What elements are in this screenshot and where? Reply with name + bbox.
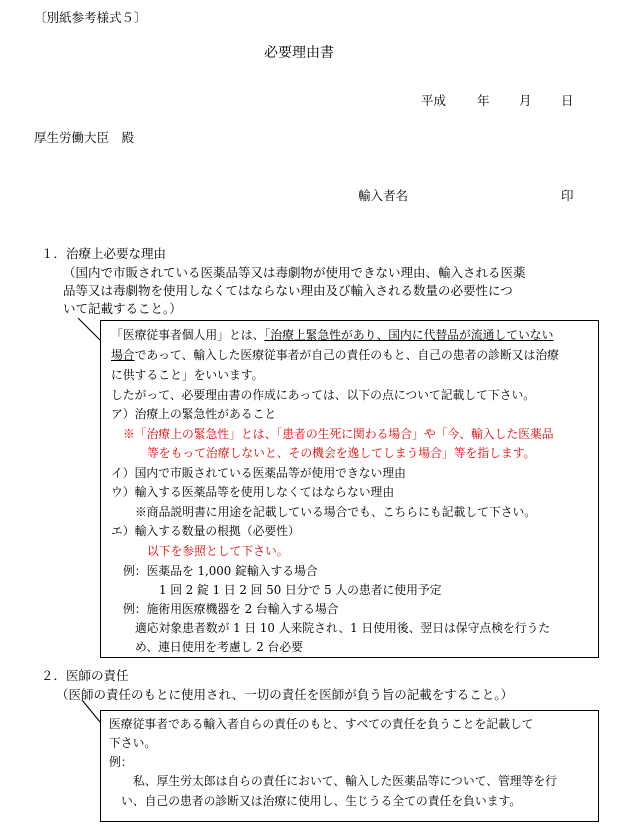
date-era: 平成 — [421, 93, 447, 108]
section1-guidance-box — [100, 320, 599, 658]
example-2-body-1: 適応対象患者数が 1 日 10 人来院され、1 日使用後、翌日は保守点検を行うた — [135, 621, 551, 635]
section2-guidance-box — [100, 710, 599, 822]
item-u-heading: ウ）輸入する医薬品等を使用しなくてはならない理由 — [111, 485, 395, 499]
section2-connector — [82, 700, 100, 722]
section2-instruction: （医師の責任のもとに使用され、一切の責任を医師が負う旨の記載をすること。） — [56, 687, 514, 702]
item-u-note: ※商品説明書に用途を記載している場合でも、こちらにも記載して下さい。 — [135, 505, 537, 519]
item-i-heading: イ）国内で市販されている医薬品等が使用できない理由 — [111, 466, 406, 480]
item-a-note-2: 等をもって治療しないと、その機会を逸してしまう場合」等を指します。 — [147, 446, 536, 460]
addressee: 厚生労働大臣 殿 — [34, 130, 135, 145]
form-label: 〔別紙参考様式５〕 — [34, 10, 147, 25]
section1-connector — [78, 318, 100, 340]
box1-line-1a: 「医療従事者個人用」とは、 — [111, 328, 265, 342]
box1-line-2 — [111, 347, 559, 363]
box2-example-label: 例： — [109, 755, 133, 769]
seal-label: 印 — [561, 188, 574, 203]
item-e-heading: エ）輸入する数量の根拠（必要性） — [111, 524, 300, 538]
example-1-title: 例：医薬品を 1,000 錠輸入する場合 — [123, 564, 318, 578]
box2-example-line-1: 私、厚生労太郎は自らの責任において、輸入した医薬品等について、管理等を行 — [133, 774, 557, 788]
box1-line-2b: であって、輸入した医療従事者が自己の責任のもと、自己の患者の診断又は治療 — [134, 348, 559, 362]
section1-instruction-line: いて記載すること。） — [63, 301, 182, 316]
box2-line-1: 医療従事者である輸入者自らの責任のもと、すべての責任を負うことを記載して — [109, 717, 534, 731]
page-title: 必要理由書 — [264, 45, 334, 61]
item-a-heading: ア）治療上の緊急性があること — [111, 407, 277, 421]
example-2-title: 例：施術用医療機器を 2 台輸入する場合 — [123, 602, 339, 616]
item-e-note: 以下を参照として下さい。 — [147, 544, 289, 558]
date-day-label: 日 — [561, 93, 574, 108]
date-year-label: 年 — [477, 93, 490, 108]
box1-line-4: したがって、必要理由書の作成にあっては、以下の点について記載して下さい。 — [111, 388, 536, 402]
box1-line-1 — [111, 327, 553, 343]
example-1-body: 1 回 2 錠 1 日 2 回 50 日分で 5 人の患者に使用予定 — [159, 583, 442, 597]
box1-line-1b: 「治療上緊急性があり、国内に代替品が流通していない — [264, 328, 554, 342]
item-a-note-1: ※「治療上の緊急性」とは、「患者の生死に関わる場合」や「今、輸入した医薬品 — [123, 427, 554, 441]
section1-instruction-line: 品等又は毒劇物を使用しなくてはならない理由及び輸入される数量の必要性につ — [63, 283, 513, 298]
section2-heading: ２．医師の責任 — [41, 668, 129, 683]
box2-example-line-2: い、自己の患者の診断又は治療に使用し、生じうる全ての責任を負います。 — [121, 794, 522, 808]
box1-line-2a: 場合 — [111, 348, 135, 362]
box2-line-2: 下さい。 — [109, 736, 157, 750]
example-2-body-2: め、連日使用を考慮し 2 台必要 — [135, 640, 303, 654]
box1-line-3: に供すること」をいいます。 — [111, 368, 264, 382]
importer-label: 輸入者名 — [358, 188, 409, 203]
section1-heading: １．治療上必要な理由 — [41, 246, 167, 261]
section1-instruction-line: （国内で市販されている医薬品等又は毒劇物が使用できない理由、輸入される医薬 — [63, 265, 526, 280]
date-month-label: 月 — [519, 93, 532, 108]
